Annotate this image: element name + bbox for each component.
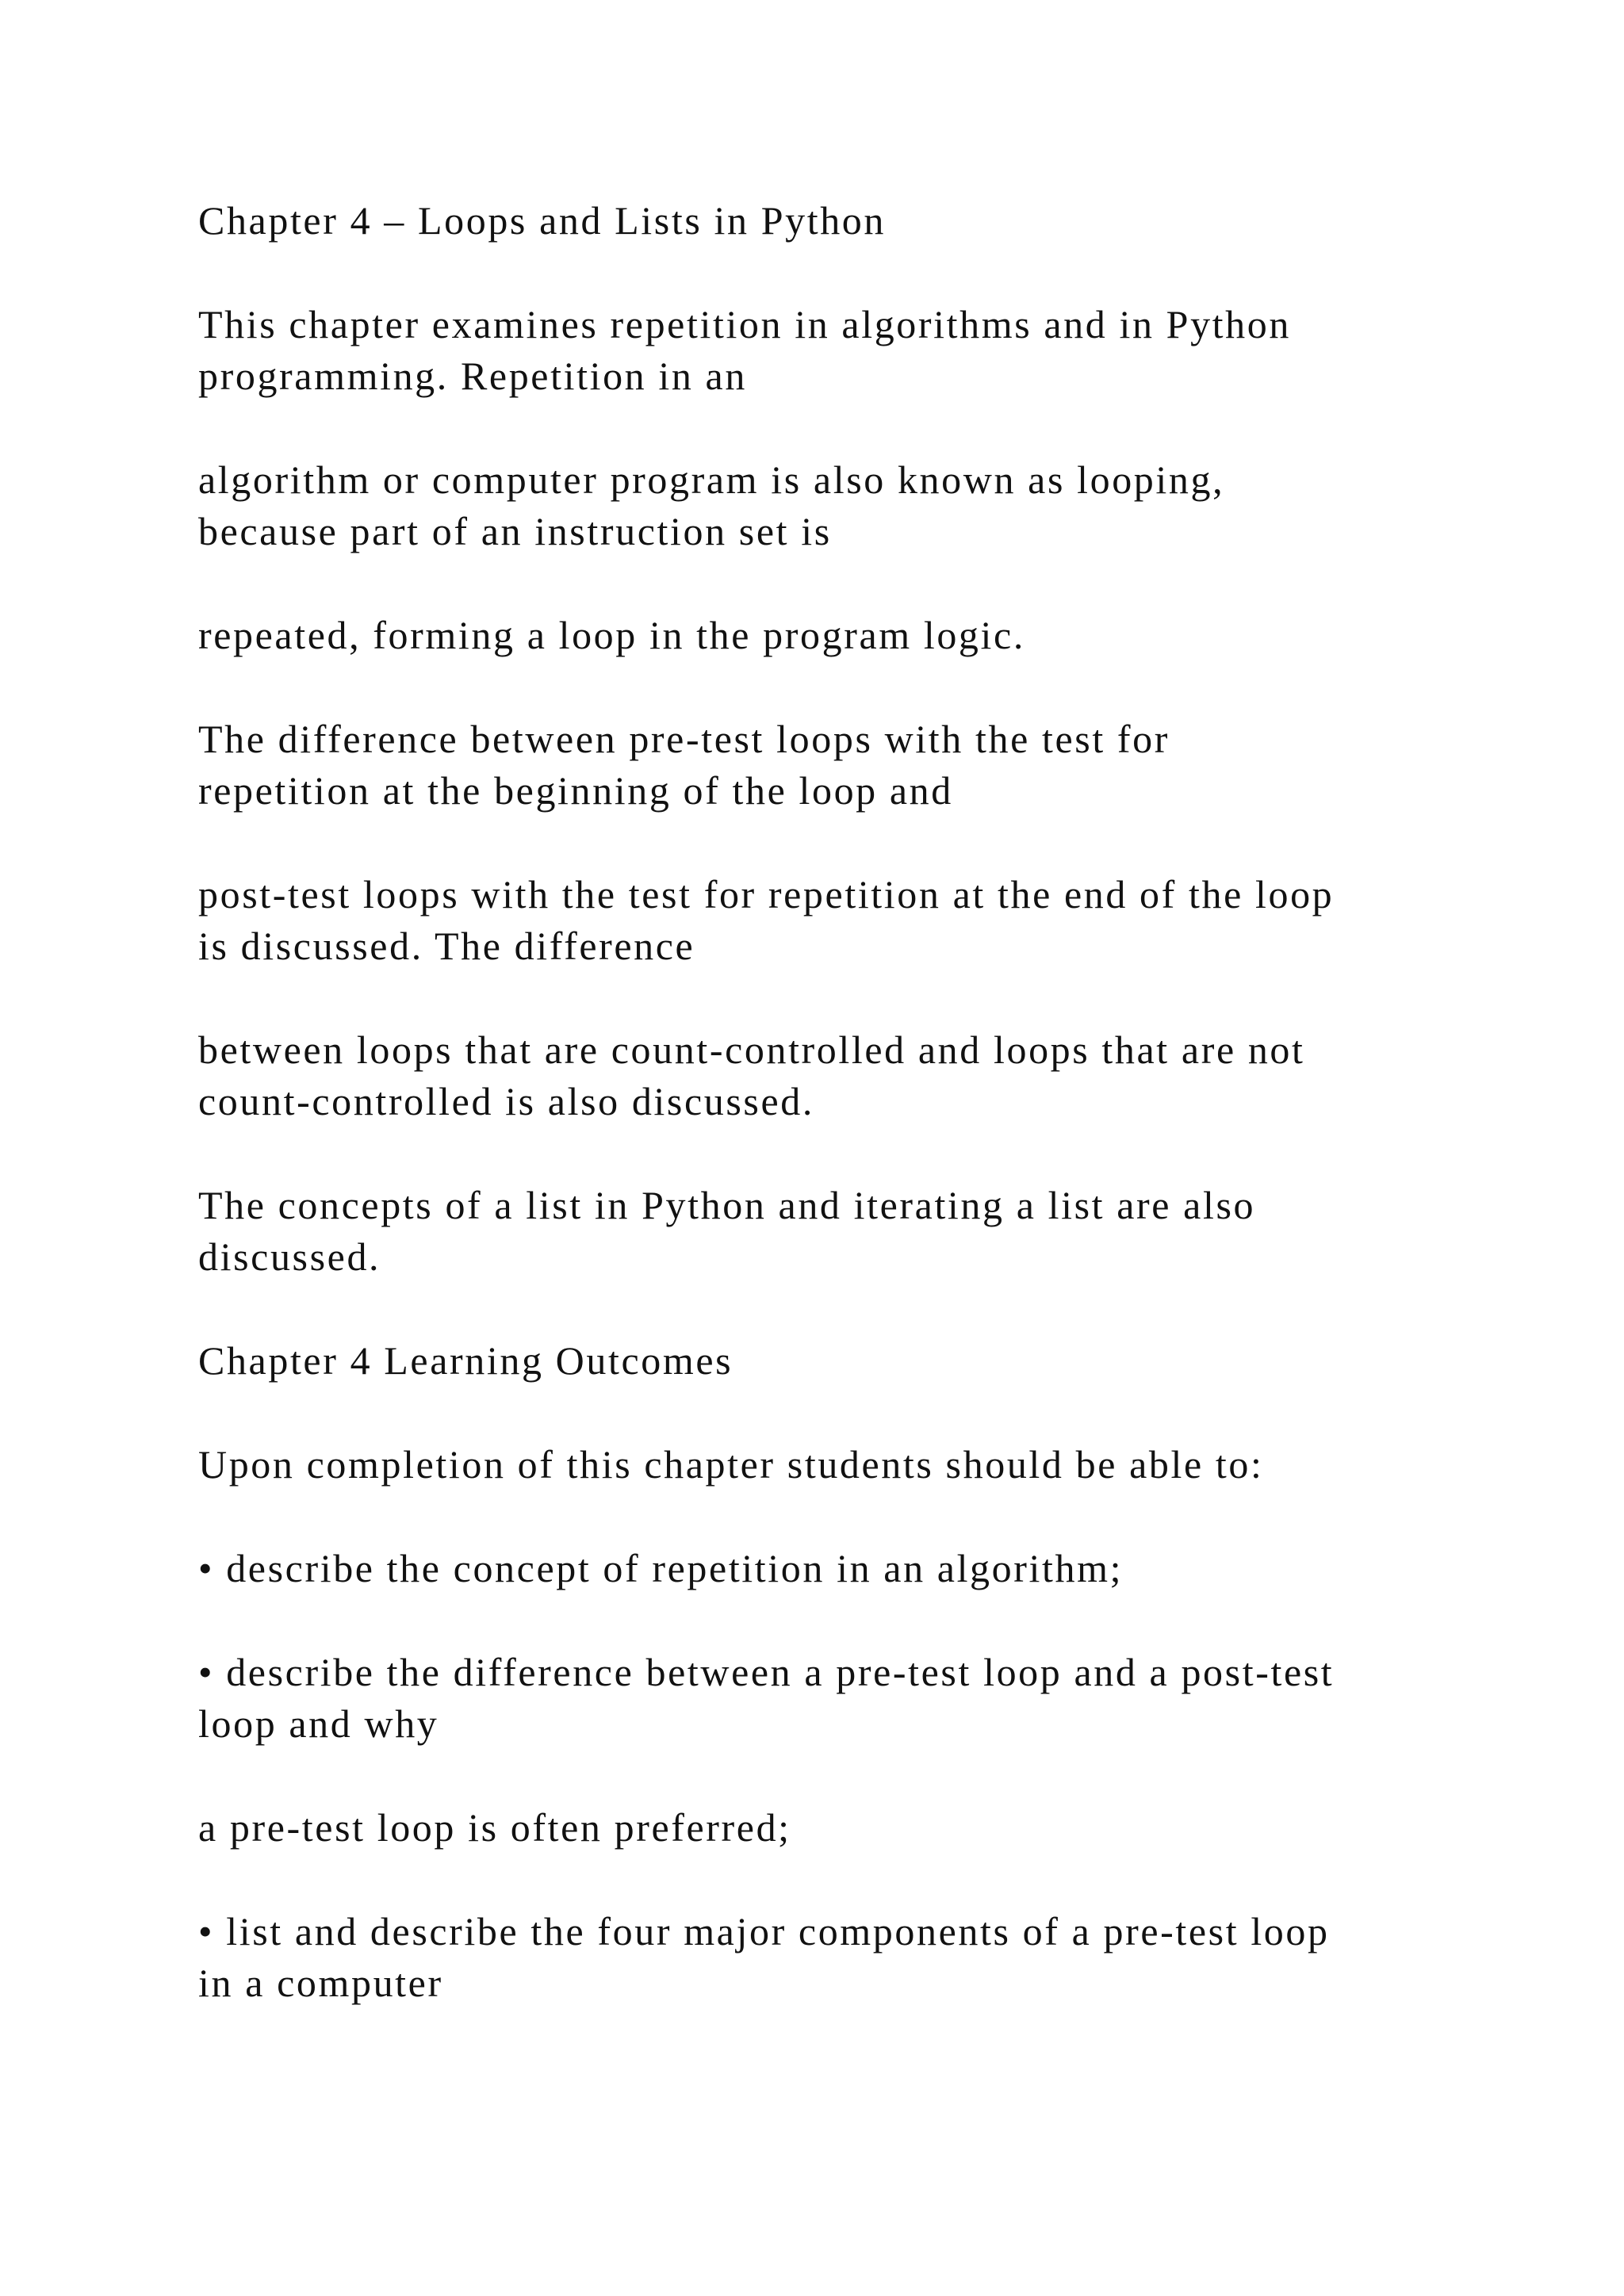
bullet-item: • describe the difference between a pre-test loop and a post-test loop and why — [198, 1650, 1335, 1746]
bullet-item: • list and describe the four major components of a pre-test loop in a computer — [198, 1909, 1330, 2005]
paragraph: The difference between pre-test loops with the test for repetition at the beginning of the loop and — [198, 717, 1170, 813]
paragraph: repeated, forming a loop in the program logic. — [198, 613, 1025, 657]
paragraph: The concepts of a list in Python and iterating a list are also discussed. — [198, 1183, 1256, 1279]
paragraph: post-test loops with the test for repetition at the end of the loop is discussed. The difference — [198, 872, 1335, 968]
paragraph: This chapter examines repetition in algorithms and in Python programming. Repetition in an — [198, 302, 1291, 398]
section-heading: Chapter 4 Learning Outcomes — [198, 1338, 733, 1383]
document-body — [198, 195, 1435, 2061]
paragraph: Upon completion of this chapter students should be able to: — [198, 1442, 1264, 1487]
paragraph: a pre-test loop is often preferred; — [198, 1805, 791, 1850]
paragraph: between loops that are count-controlled and loops that are not count-controlled is also discussed. — [198, 1027, 1305, 1123]
bullet-item: • describe the concept of repetition in an algorithm; — [198, 1546, 1124, 1590]
chapter-title: Chapter 4 – Loops and Lists in Python — [198, 198, 887, 243]
paragraph: algorithm or computer program is also known as looping, because part of an instruction set is — [198, 457, 1225, 553]
